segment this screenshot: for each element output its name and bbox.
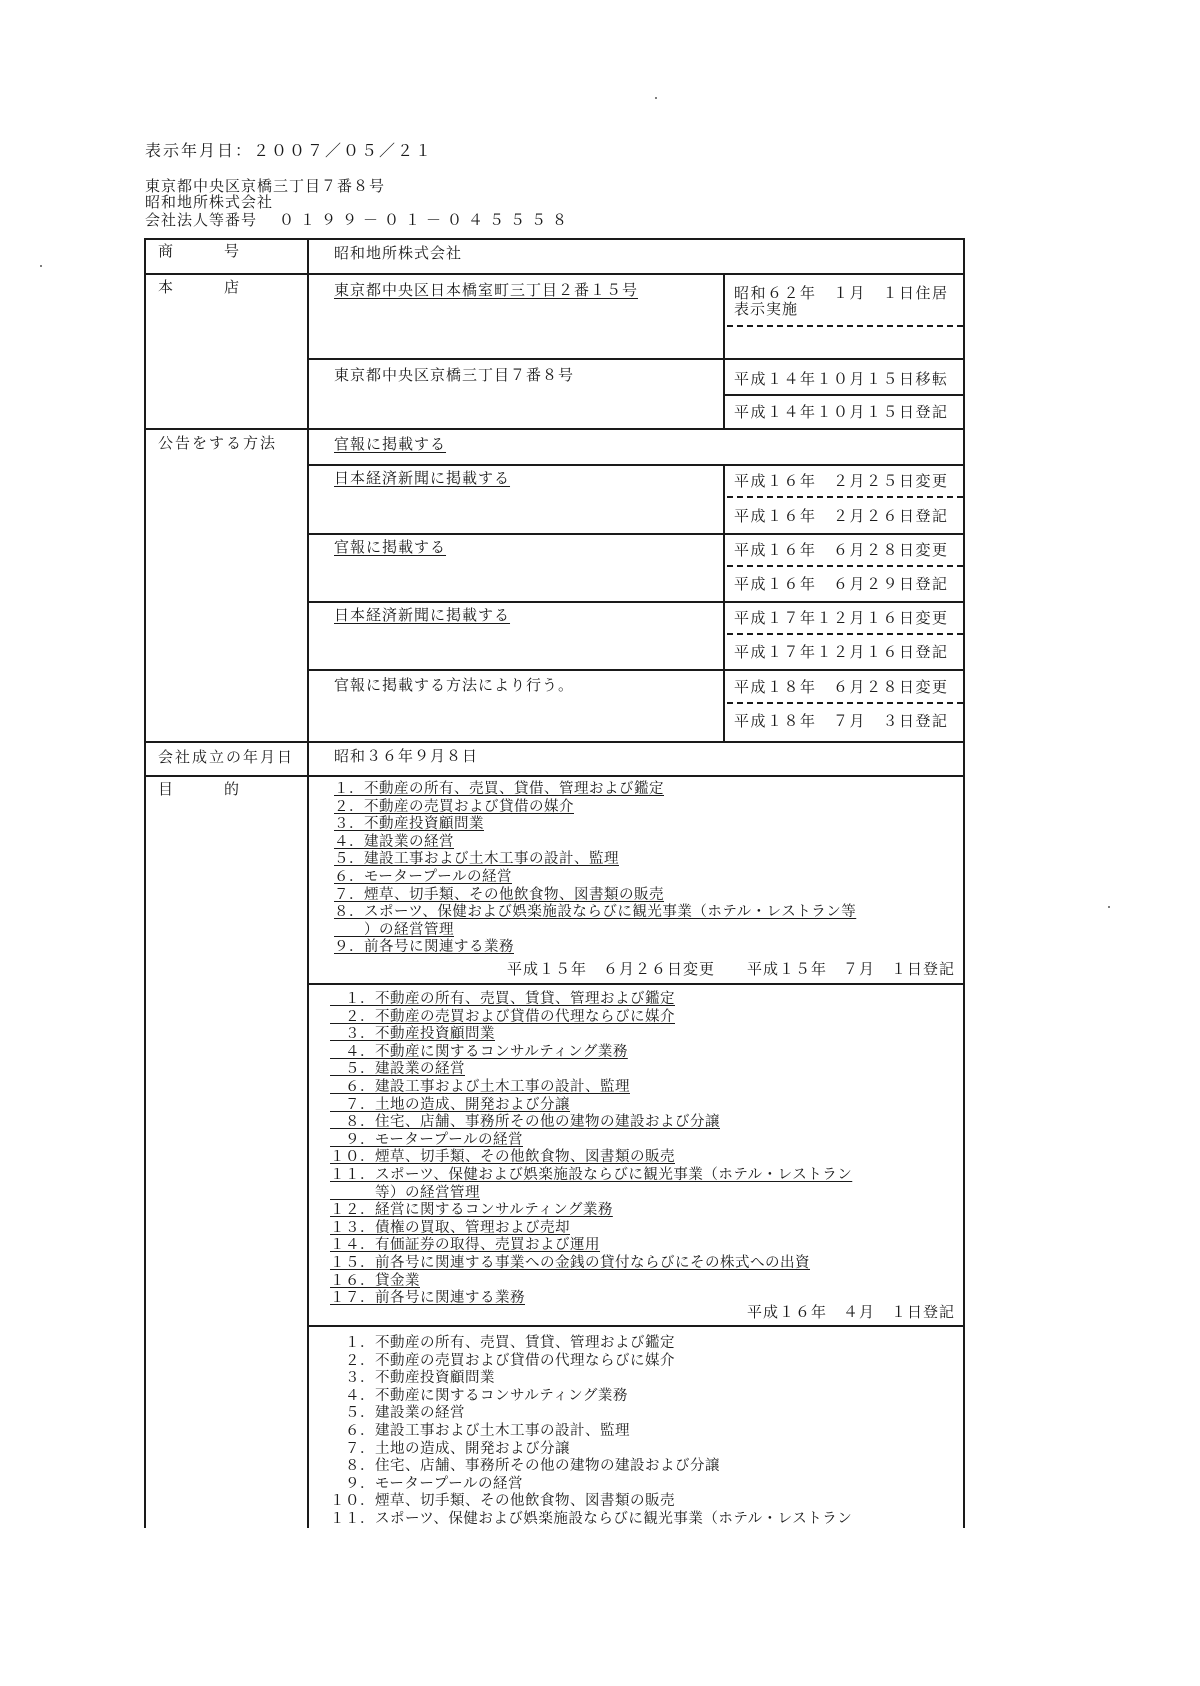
sub-row-border (307, 601, 965, 603)
purpose-item: ９．前各号に関連する業務 (334, 939, 514, 956)
public-notice-text: 日本経済新聞に掲載する (334, 469, 511, 487)
purpose-item: ５．建設工事および土木工事の設計、監理 (334, 851, 619, 868)
public-notice-note: 平成１７年１２月１６日登記 (734, 643, 949, 661)
table-left-border (144, 238, 146, 1528)
note-column-divider (723, 273, 725, 428)
note-border (723, 394, 965, 396)
purpose-item: １５．前各号に関連する事業への金銭の貸付ならびにその株式への出資 (330, 1254, 810, 1271)
purpose-item: ２．不動産の売買および貸借の代理ならびに媒介 (330, 1352, 675, 1369)
sub-row-border (307, 669, 965, 671)
public-notice-text: 官報に掲載する (334, 435, 447, 453)
purpose-registration-stamp: 平成１５年 ６月２６日変更 平成１５年 ７月 １日登記 (506, 960, 955, 978)
public-notice-note: 平成１６年 ６月２８日変更 (734, 541, 949, 559)
public-notice-text: 官報に掲載する方法により行う。 (334, 676, 575, 694)
row-border (144, 741, 965, 743)
label-purpose: 目 的 (158, 780, 258, 798)
purpose-item: １．不動産の所有、売買、賃貸、管理および鑑定 (330, 991, 675, 1007)
purpose-item: １７．前各号に関連する業務 (330, 1290, 525, 1307)
purpose-item: １４．有価証券の取得、売買および運用 (330, 1237, 600, 1254)
note-dash-separator (727, 633, 963, 635)
purpose-item: ２．不動産の売買および貸借の代理ならびに媒介 (330, 1008, 675, 1025)
public-notice-note: 平成１６年 ２月２６日登記 (734, 507, 949, 525)
purpose-registration-stamp: 平成１６年 ４月 １日登記 (746, 1303, 955, 1321)
established-date: 昭和３６年９月８日 (334, 747, 479, 765)
note-dash-separator (727, 496, 963, 498)
header-address: 東京都中央区京橋三丁目７番８号 (145, 177, 386, 195)
row-border (144, 238, 965, 240)
public-notice-note: 平成１８年 ７月 ３日登記 (734, 712, 949, 730)
purpose-item: ４．不動産に関するコンサルティング業務 (330, 1387, 628, 1404)
head-office-address-old: 東京都中央区日本橋室町三丁目２番１５号 (334, 281, 639, 299)
head-office-note: 表示実施 (734, 300, 799, 318)
trade-name-value: 昭和地所株式会社 (334, 244, 463, 262)
label-public-notice: 公告をする方法 (158, 434, 278, 452)
purpose-item: 等）の経営管理 (330, 1184, 480, 1201)
purpose-list (330, 991, 852, 1308)
head-office-note: 平成１４年１０月１５日登記 (734, 403, 949, 421)
purpose-item: ３．不動産投資顧問業 (330, 1370, 495, 1387)
purpose-item: ９．モータープールの経営 (330, 1131, 523, 1148)
purpose-item: ４．建設業の経営 (334, 833, 454, 850)
row-border (144, 273, 965, 275)
purpose-list (334, 781, 856, 957)
head-office-address-current: 東京都中央区京橋三丁目７番８号 (334, 366, 575, 384)
purpose-item: ８．スポーツ、保健および娯楽施設ならびに観光事業（ホテル・レストラン等 (334, 904, 857, 921)
sub-row-border (307, 1325, 965, 1327)
purpose-item: ７．煙草、切手類、その他飲食物、図書類の販売 (334, 886, 664, 903)
table-right-border (963, 238, 965, 1528)
purpose-item: ２．不動産の売買および貸借の媒介 (334, 798, 574, 815)
purpose-item: ６．建設工事および土木工事の設計、監理 (330, 1422, 630, 1439)
public-notice-text: 日本経済新聞に掲載する (334, 606, 511, 624)
public-notice-text: 官報に掲載する (334, 538, 447, 556)
purpose-item: ７．土地の造成、開発および分譲 (330, 1096, 570, 1113)
head-office-note: 昭和６２年 １月 １日住居 (734, 284, 949, 302)
note-dash-separator (727, 565, 963, 567)
scan-speck (1108, 906, 1110, 908)
note-dash-separator (727, 702, 963, 704)
purpose-item: ８．住宅、店舗、事務所その他の建物の建設および分譲 (330, 1114, 720, 1131)
row-border (144, 775, 965, 777)
label-column-divider (307, 238, 309, 1528)
purpose-list (330, 1335, 852, 1529)
purpose-item: ６．建設工事および土木工事の設計、監理 (330, 1078, 630, 1095)
corporate-number-label: 会社法人等番号 (145, 211, 258, 229)
purpose-item: ３．不動産投資顧問業 (330, 1026, 495, 1043)
purpose-item: ３．不動産投資顧問業 (334, 816, 484, 833)
public-notice-note: 平成１６年 ６月２９日登記 (734, 575, 949, 593)
corporate-number-value: ０１９９－０１－０４５５５８ (279, 211, 574, 229)
row-border (144, 428, 965, 430)
purpose-item: ７．土地の造成、開発および分譲 (330, 1440, 570, 1457)
public-notice-note: 平成１７年１２月１６日変更 (734, 609, 949, 627)
display-date: 表示年月日：２００７／０５／２１ (145, 141, 434, 160)
purpose-item: ８．住宅、店舗、事務所その他の建物の建設および分譲 (330, 1458, 720, 1475)
public-notice-note: 平成１６年 ２月２５日変更 (734, 472, 949, 490)
corporate-number (145, 209, 573, 230)
sub-row-border (307, 358, 965, 360)
scan-speck (40, 265, 42, 267)
label-head-office: 本 店 (158, 278, 258, 296)
scan-speck (655, 97, 657, 99)
header-company-name: 昭和地所株式会社 (145, 193, 274, 211)
note-dash-separator (727, 325, 963, 327)
purpose-item: １０．煙草、切手類、その他飲食物、図書類の販売 (330, 1149, 675, 1166)
purpose-item: １１．スポーツ、保健および娯楽施設ならびに観光事業（ホテル・レストラン (330, 1166, 853, 1183)
purpose-item: １．不動産の所有、売買、賃貸、管理および鑑定 (330, 1335, 675, 1351)
purpose-item: １２．経営に関するコンサルティング業務 (330, 1202, 613, 1219)
label-established: 会社成立の年月日 (158, 748, 295, 766)
head-office-note: 平成１４年１０月１５日移転 (734, 370, 949, 388)
purpose-item: ）の経営管理 (334, 921, 454, 938)
purpose-item: １０．煙草、切手類、その他飲食物、図書類の販売 (330, 1493, 675, 1510)
purpose-item: ５．建設業の経営 (330, 1061, 465, 1078)
sub-row-border (307, 983, 965, 985)
purpose-item: ５．建設業の経営 (330, 1405, 465, 1422)
public-notice-note: 平成１８年 ６月２８日変更 (734, 678, 949, 696)
purpose-item: １．不動産の所有、売買、貸借、管理および鑑定 (334, 781, 664, 797)
purpose-item: ４．不動産に関するコンサルティング業務 (330, 1043, 628, 1060)
note-column-divider (723, 464, 725, 742)
purpose-item: １６．貸金業 (330, 1272, 420, 1289)
purpose-item: １３．債権の買取、管理および売却 (330, 1219, 570, 1236)
purpose-item: ６．モータープールの経営 (334, 868, 512, 885)
label-trade-name: 商 号 (158, 242, 258, 260)
sub-row-border (307, 464, 965, 466)
sub-row-border (307, 533, 965, 535)
purpose-item: ９．モータープールの経営 (330, 1475, 523, 1492)
purpose-item: １１．スポーツ、保健および娯楽施設ならびに観光事業（ホテル・レストラン (330, 1510, 853, 1527)
